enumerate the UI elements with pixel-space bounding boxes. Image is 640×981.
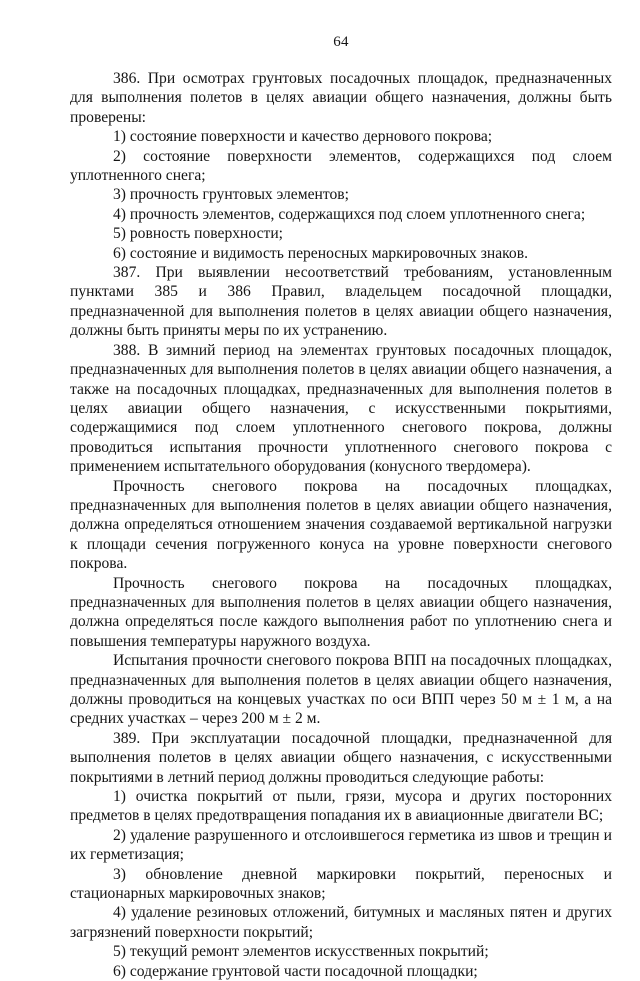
paragraph-388: 388. В зимний период на элементах грунтовых посадочных площадок, предназначенных для выполнения полетов в целях авиации общего назначения, а также на посадочных площадках, предназначенных для выполнения полетов в целях авиации общего назначения, с искусственными покрытиями, содержащимися под слоем уплотненного снегового покрова, должны проводиться испытания прочности уплотненного снегового покрова с применением испытательного оборудования (конусного твердомера). (70, 341, 612, 476)
list-item: 3) прочность грунтовых элементов; (113, 186, 349, 204)
page-number: 64 (333, 34, 349, 50)
paragraph: Прочность снегового покрова на посадочных площадках, предназначенных для выполнения полетов в целях авиации общего назначения, должна определяться после каждого выполнения работ по уплотнению снега и повышения температуры наружного воздуха. (70, 574, 612, 650)
list-item: 3) обновление дневной маркировки покрытий, переносных и стационарных маркировочных знаков; (70, 865, 612, 903)
paragraph-386: 386. При осмотрах грунтовых посадочных площадок, предназначенных для выполнения полетов в целях авиации общего назначения, должны быть проверены: (70, 70, 612, 126)
paragraph-387: 387. При выявлении несоответствий требованиям, установленным пунктами 385 и 386 Правил, владельцем посадочной площадки, предназначенной для выполнения полетов в целях авиации общего назначения, должны быть приняты меры по их устранению. (70, 264, 612, 340)
list-item: 4) удаление резиновых отложений, битумных и масляных пятен и других загрязнений поверхности покрытий; (70, 904, 612, 941)
list-item: 1) очистка покрытий от пыли, грязи, мусора и других посторонних предметов в целях предотвращения попадания их в авиационные двигатели ВС; (70, 788, 612, 825)
list-item: 5) текущий ремонт элементов искусственных покрытий; (113, 943, 489, 961)
list-item: 6) содержание грунтовой части посадочной площадки; (113, 962, 478, 980)
list-item: 5) ровность поверхности; (113, 225, 283, 243)
paragraph-389: 389. При эксплуатации посадочной площадки, предназначенной для выполнения полетов в целях авиации общего назначения, с искусственными покрытиями в летний период должны проводиться следующие работы: (70, 729, 612, 786)
document-body (70, 69, 612, 981)
paragraph: Испытания прочности снегового покрова ВПП на посадочных площадках, предназначенных для выполнения полетов в целях авиации общего назначения, должны проводиться на концевых участках по оси ВПП через 50 м ± 1 м, а на средних участках – через 200 м ± 2 м. (70, 652, 612, 728)
list-item: 2) удаление разрушенного и отслоившегося герметика из швов и трещин и их герметизация; (70, 826, 612, 864)
paragraph: Прочность снегового покрова на посадочных площадках, предназначенных для выполнения полетов в целях авиации общего назначения, должна определяться отношением значения создаваемой вертикальной нагрузки к площади сечения погруженного конуса на уровне поверхности снегового покрова. (70, 477, 612, 573)
list-item: 6) состояние и видимость переносных маркировочных знаков. (113, 244, 528, 262)
list-item: 2) состояние поверхности элементов, содержащихся под слоем уплотненного снега; (70, 147, 612, 185)
list-item: 4) прочность элементов, содержащихся под слоем уплотненного снега; (113, 205, 586, 223)
list-item: 1) состояние поверхности и качество дернового покрова; (113, 128, 493, 146)
